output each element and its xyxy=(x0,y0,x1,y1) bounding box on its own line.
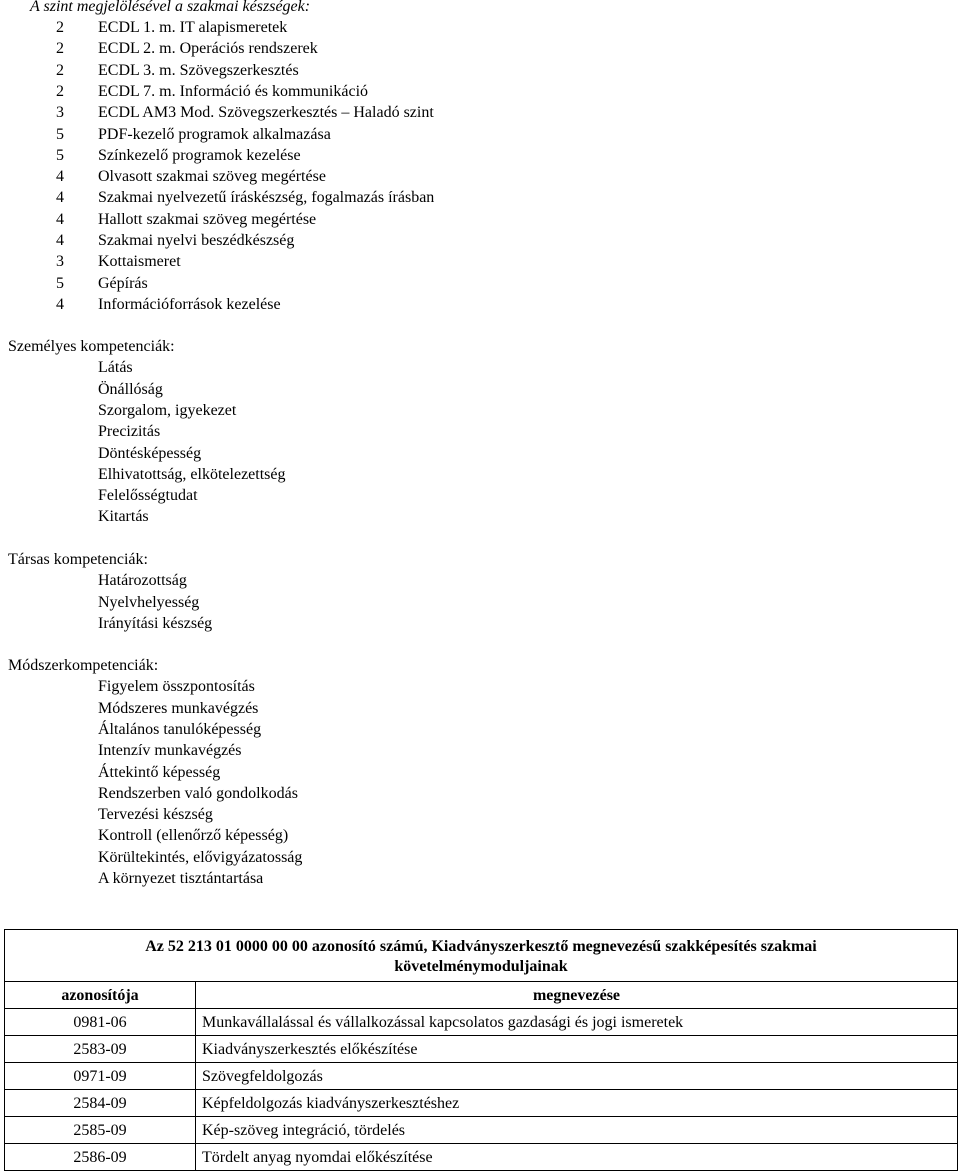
column-header-name: megnevezése xyxy=(196,982,958,1009)
competency-item: Felelősségtudat xyxy=(98,487,198,505)
module-id: 2586-09 xyxy=(5,1144,196,1171)
competency-item: Kitartás xyxy=(98,508,149,526)
table-header-row xyxy=(5,982,958,1009)
module-name: Szövegfeldolgozás xyxy=(196,1063,958,1090)
skill-level-text: ECDL AM3 Mod. Szövegszerkesztés – Haladó szint xyxy=(98,104,434,122)
competency-item: Módszeres munkavégzés xyxy=(98,699,259,717)
module-name: Tördelt anyag nyomdai előkészítése xyxy=(196,1144,958,1171)
skill-level-text: Színkezelő programok kezelése xyxy=(98,146,301,164)
skill-level-number: 5 xyxy=(56,125,64,143)
module-id: 2584-09 xyxy=(5,1090,196,1117)
skill-level-number: 4 xyxy=(56,295,64,313)
competency-item: Rendszerben való gondolkodás xyxy=(98,784,298,802)
table-caption-row xyxy=(5,930,958,982)
column-header-id: azonosítója xyxy=(5,982,196,1009)
competency-item: Áttekintő képesség xyxy=(98,763,221,781)
skill-level-number: 5 xyxy=(56,274,64,292)
skill-level-text: Kottaismeret xyxy=(98,253,181,271)
competency-item: Precizitás xyxy=(98,423,161,441)
module-name: Kiadványszerkesztés előkészítése xyxy=(196,1036,958,1063)
skill-level-text: ECDL 7. m. Információ és kommunikáció xyxy=(98,82,369,100)
skill-level-text: Szakmai nyelvi beszédkészség xyxy=(98,232,295,249)
module-id: 0971-09 xyxy=(5,1063,196,1090)
competency-item: Határozottság xyxy=(98,572,187,590)
skill-level-number: 2 xyxy=(56,19,64,36)
skill-level-text: Szakmai nyelvezetű íráskészség, fogalmazás írásban xyxy=(98,189,435,207)
skill-level-number: 4 xyxy=(56,232,64,249)
skill-level-text: Olvasott szakmai szöveg megértése xyxy=(98,168,326,186)
skill-level-text: ECDL 2. m. Operációs rendszerek xyxy=(98,40,318,58)
skill-level-number: 4 xyxy=(56,189,64,207)
skill-level-text: ECDL 3. m. Szövegszerkesztés xyxy=(98,61,299,79)
competency-item: Önállóság xyxy=(98,380,163,398)
competency-item: Irányítási készség xyxy=(98,614,213,632)
method-competencies-heading: Módszerkompetenciák: xyxy=(8,657,159,674)
skill-level-text: Információforrások kezelése xyxy=(98,295,281,313)
skill-level-text: ECDL 1. m. IT alapismeretek xyxy=(98,19,288,36)
skill-level-number: 2 xyxy=(56,40,64,58)
skill-level-number: 2 xyxy=(56,61,64,79)
competency-item: Körültekintés, elővigyázatosság xyxy=(98,848,303,866)
personal-competencies-heading: Személyes kompetenciák: xyxy=(8,338,175,355)
competency-item: Kontroll (ellenőrző képesség) xyxy=(98,827,289,845)
skill-level-text: PDF-kezelő programok alkalmazása xyxy=(98,125,331,143)
competency-item: A környezet tisztántartása xyxy=(98,870,264,887)
skill-level-number: 2 xyxy=(56,82,64,100)
skill-level-text: Gépírás xyxy=(98,274,148,292)
competency-item: Tervezési készség xyxy=(98,806,213,824)
competency-item: Általános tanulóképesség xyxy=(98,720,262,738)
skill-level-number: 3 xyxy=(56,253,64,271)
table-row xyxy=(5,1090,958,1117)
modules-table xyxy=(4,929,958,1171)
competency-item: Látás xyxy=(98,359,133,377)
competency-item: Döntésképesség xyxy=(98,444,202,462)
skill-level-number: 4 xyxy=(56,210,64,228)
competency-item: Intenzív munkavégzés xyxy=(98,742,242,760)
module-name: Kép-szöveg integráció, tördelés xyxy=(196,1117,958,1144)
intro-text: A szint megjelölésével a szakmai készségek: xyxy=(30,0,311,15)
table-row xyxy=(5,1036,958,1063)
module-id: 2583-09 xyxy=(5,1036,196,1063)
table-row xyxy=(5,1063,958,1090)
skill-level-text: Hallott szakmai szöveg megértése xyxy=(98,210,317,228)
module-name: Munkavállalással és vállalkozással kapcsolatos gazdasági és jogi ismeretek xyxy=(196,1009,958,1036)
skill-level-number: 5 xyxy=(56,146,64,164)
table-row xyxy=(5,1117,958,1144)
competency-item: Figyelem összpontosítás xyxy=(98,678,255,696)
table-caption: Az 52 213 01 0000 00 00 azonosító számú, Kiadványszerkesztő megnevezésű szakképesítés szakmai követelménymoduljainak xyxy=(5,930,958,982)
competency-item: Nyelvhelyesség xyxy=(98,593,200,611)
social-competencies-heading: Társas kompetenciák: xyxy=(8,551,148,568)
module-name: Képfeldolgozás kiadványszerkesztéshez xyxy=(196,1090,958,1117)
table-row xyxy=(5,1009,958,1036)
skill-level-number: 3 xyxy=(56,104,64,122)
skill-level-number: 4 xyxy=(56,168,64,186)
module-id: 2585-09 xyxy=(5,1117,196,1144)
table-row xyxy=(5,1144,958,1171)
module-id: 0981-06 xyxy=(5,1009,196,1036)
competency-item: Szorgalom, igyekezet xyxy=(98,401,237,419)
competency-item: Elhivatottság, elkötelezettség xyxy=(98,465,286,483)
